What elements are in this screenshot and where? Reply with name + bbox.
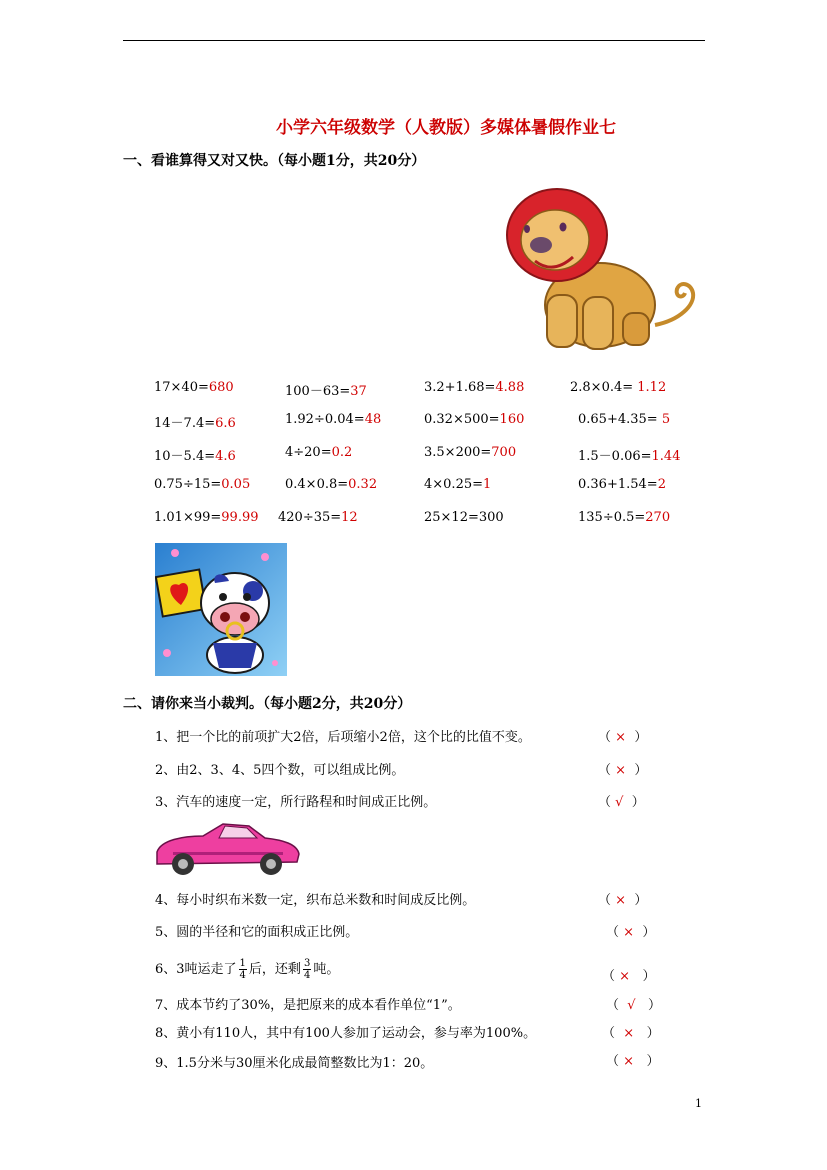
answer: 48 [364,412,382,427]
judge-mark: （ × ） [598,763,648,778]
answer: 1.44 [651,449,681,464]
answer: 0.2 [331,445,353,460]
judge-item: 1、把一个比的前项扩大2倍，后项缩小2倍，这个比的比值不变。 [155,730,531,745]
fraction: $\frac{3}{4}$ [303,958,311,981]
answer: 6.6 [215,416,236,431]
answer: 1 [483,477,492,492]
answer: 2 [657,477,666,492]
judge-mark: （ × ） [606,1054,660,1069]
answer: 4.6 [215,449,236,464]
answer: 270 [645,510,671,525]
judge-item-fraction: 6、3吨运走了 $\frac{1}{4}$ 后，还剩 $\frac{3}{4}$ 吨。 [155,958,340,981]
exercise-item: 3.5×200=700 [424,445,517,460]
exercise-item: 0.4×0.8=0.32 [285,477,378,492]
answer: 5 [661,412,671,427]
exercise-item: 4÷20=0.2 [285,445,353,460]
car-illustration [153,816,301,878]
judge-item: 3、汽车的速度一定，所行路程和时间成正比例。 [155,795,437,810]
judge-mark: （ × ） [602,969,656,984]
judge-mark: （ √ ） [598,795,645,810]
answer: 99.99 [221,510,259,525]
exercise-item: 2.8×0.4= 1.12 [570,380,667,395]
exercise-item: 4×0.25=1 [424,477,492,492]
judge-mark: （ × ） [602,1026,660,1041]
exercise-item: 100－63=37 [285,384,367,399]
exercise-item: 14－7.4=6.6 [154,416,236,431]
answer: 4.88 [495,380,525,395]
answer: 700 [491,445,517,460]
header-rule [123,40,705,41]
exercise-item: 0.75÷15=0.05 [154,477,251,492]
exercise-item: 135÷0.5=270 [578,510,671,525]
exercise-item: 0.32×500=160 [424,412,525,427]
answer: 680 [208,380,234,395]
page-title: 小学六年级数学（人教版）多媒体暑假作业七 [276,118,616,138]
judge-mark: （ √ ） [606,998,661,1013]
exercise-item: 1.5－0.06=1.44 [578,449,681,464]
exercise-item: 25×12=300 [424,510,504,525]
judge-item: 7、成本节约了30%，是把原来的成本看作单位“1”。 [155,998,461,1013]
judge-mark: （ × ） [598,893,648,908]
answer: 12 [341,510,358,525]
exercise-item: 1.01×99=99.99 [154,510,259,525]
fraction: $\frac{1}{4}$ [239,958,246,981]
judge-item: 8、黄小有110人，其中有100人参加了运动会，参与率为100%。 [155,1026,537,1041]
answer: 1.12 [637,380,667,395]
lion-illustration [505,185,705,355]
exercise-item: 0.36+1.54=2 [578,477,666,492]
judge-item: 2、由2、3、4、5四个数，可以组成比例。 [155,763,405,778]
exercise-item: 17×40=680 [154,380,234,395]
judge-item: 4、每小时织布米数一定，织布总米数和时间成反比例。 [155,893,476,908]
section-1-heading: 一、看谁算得又对又快。（每小题1分，共20分） [123,153,426,169]
judge-mark: （ × ） [598,730,648,745]
answer: 0.05 [221,477,251,492]
judge-item: 5、圆的半径和它的面积成正比例。 [155,925,359,940]
exercise-item: 10－5.4=4.6 [154,449,236,464]
cow-illustration [155,543,287,676]
answer: 0.32 [348,477,378,492]
exercise-item: 3.2+1.68=4.88 [424,380,525,395]
answer: 160 [499,412,525,427]
section-2-heading: 二、请你来当小裁判。（每小题2分，共20分） [123,696,412,712]
judge-item: 9、1.5分米与30厘米化成最简整数比为1：20。 [155,1056,434,1071]
exercise-item: 420÷35=12 [278,510,358,525]
page-number: 1 [695,1097,702,1110]
exercise-item: 0.65+4.35= 5 [578,412,671,427]
judge-mark: （ × ） [606,925,656,940]
exercise-item: 1.92÷0.04=48 [285,412,382,427]
answer: 37 [350,384,367,399]
